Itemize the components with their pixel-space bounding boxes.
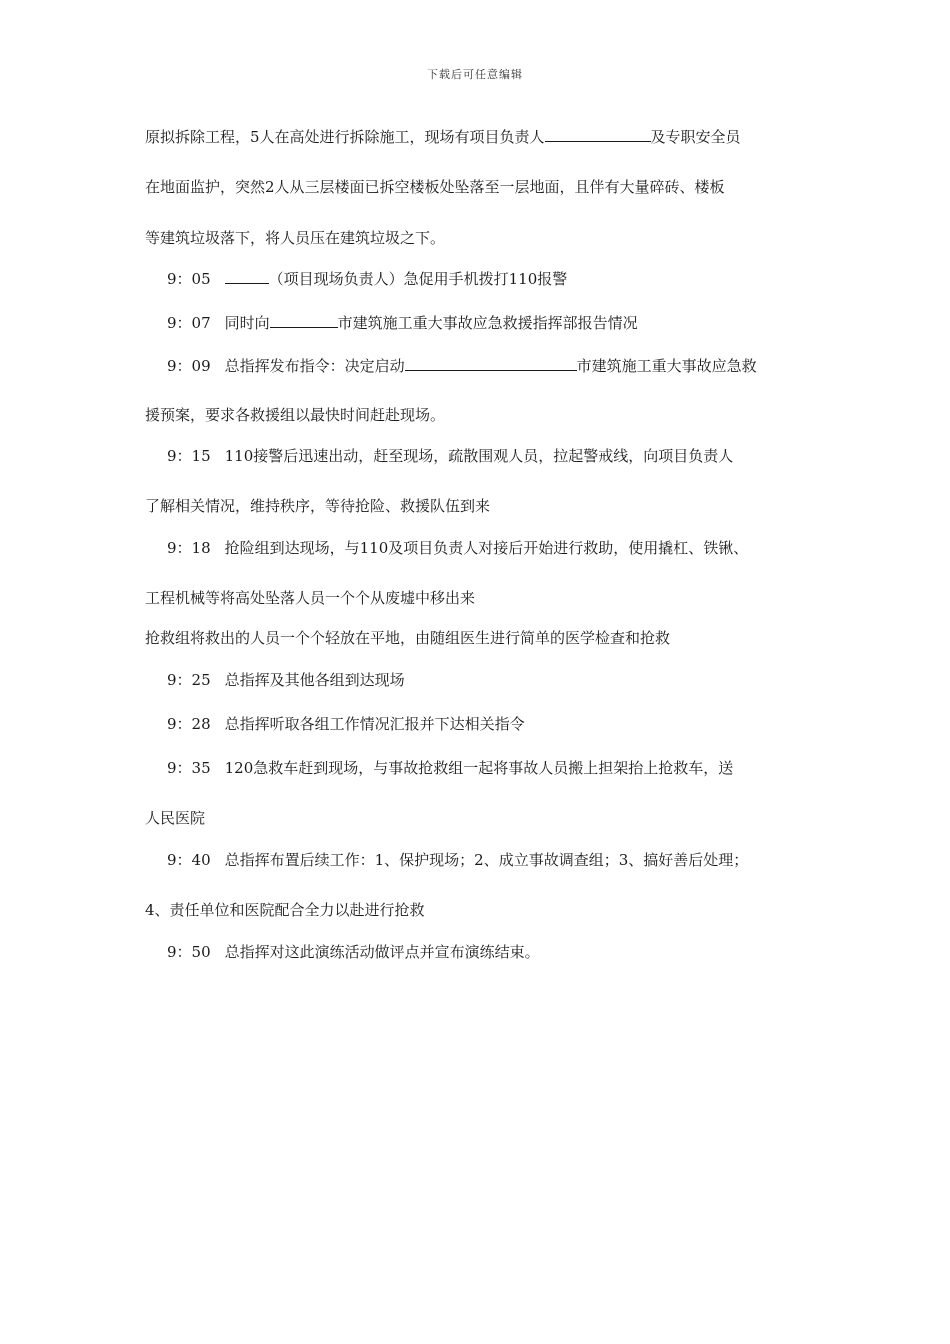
fill-in-blank[interactable]	[270, 312, 338, 328]
entry-time: 9：15	[167, 447, 211, 465]
fill-in-blank[interactable]	[545, 126, 651, 142]
entry-text: 总指挥对这此演练活动做评点并宣布演练结束。	[224, 943, 540, 961]
timeline-entry	[167, 942, 540, 962]
entry-text: 总指挥及其他各组到达现场	[224, 671, 405, 689]
paragraph-line: 工程机械等将高处坠落人员一个个从废墟中移出来	[145, 589, 476, 607]
entry-text: 总指挥听取各组工作情况汇报并下达相关指令	[224, 715, 525, 733]
line-text: 及专职安全员	[650, 128, 741, 146]
entry-text: 110接警后迅速出动，赶至现场，疏散围观人员，拉起警戒线，向项目负责人	[224, 447, 734, 465]
entry-time: 9：40	[167, 851, 211, 869]
entry-time: 9：28	[167, 715, 211, 733]
fill-in-blank[interactable]	[225, 268, 269, 284]
entry-text: 总指挥发布指令：决定启动	[224, 357, 405, 375]
entry-text: 120急救车赶到现场，与事故抢救组一起将事故人员搬上担架抬上抢救车，送	[224, 759, 734, 777]
fill-in-blank[interactable]	[405, 355, 577, 371]
paragraph-line: 援预案，要求各救援组以最快时间赶赴现场。	[145, 406, 446, 424]
entry-time: 9：05	[167, 270, 211, 288]
paragraph-line: 在地面监护，突然2人从三层楼面已拆空楼板处坠落至一层地面，且伴有大量碎砖、楼板	[145, 178, 725, 196]
entry-time: 9：18	[167, 539, 211, 557]
paragraph-line: 人民医院	[145, 809, 206, 827]
timeline-entry	[167, 355, 757, 376]
entry-text: 市建筑施工重大事故应急救援指挥部报告情况	[337, 314, 638, 332]
entry-time: 9：35	[167, 759, 211, 777]
entry-text: （项目现场负责人）急促用手机拨打110报警	[268, 270, 568, 288]
timeline-entry	[167, 850, 748, 870]
page-header: 下载后可任意编辑	[427, 68, 523, 81]
timeline-entry	[167, 538, 748, 558]
paragraph-line: 了解相关情况，维持秩序，等待抢险、救援队伍到来	[145, 497, 491, 515]
entry-time: 9：07	[167, 314, 211, 332]
timeline-entry	[167, 312, 638, 333]
entry-time: 9：50	[167, 943, 211, 961]
entry-text: 市建筑施工重大事故应急救	[576, 357, 757, 375]
timeline-entry	[167, 714, 525, 734]
paragraph-line	[145, 126, 741, 147]
line-text: 原拟拆除工程，5人在高处进行拆除施工，现场有项目负责人	[145, 128, 545, 146]
entry-text: 总指挥布置后续工作：1、保护现场；2、成立事故调查组；3、搞好善后处理；	[224, 851, 749, 869]
paragraph-line: 抢救组将救出的人员一个个轻放在平地，由随组医生进行简单的医学检查和抢救	[145, 629, 671, 647]
timeline-entry	[167, 446, 733, 466]
timeline-entry	[167, 268, 567, 289]
entry-time: 9：09	[167, 357, 211, 375]
entry-time: 9：25	[167, 671, 211, 689]
paragraph-line: 等建筑垃圾落下，将人员压在建筑垃圾之下。	[145, 229, 446, 247]
entry-text: 抢险组到达现场，与110及项目负责人对接后开始进行救助，使用撬杠、铁锹、	[224, 539, 749, 557]
paragraph-line: 4、责任单位和医院配合全力以赴进行抢救	[145, 901, 425, 919]
timeline-entry	[167, 758, 733, 778]
entry-text: 同时向	[224, 314, 270, 332]
timeline-entry	[167, 670, 405, 690]
